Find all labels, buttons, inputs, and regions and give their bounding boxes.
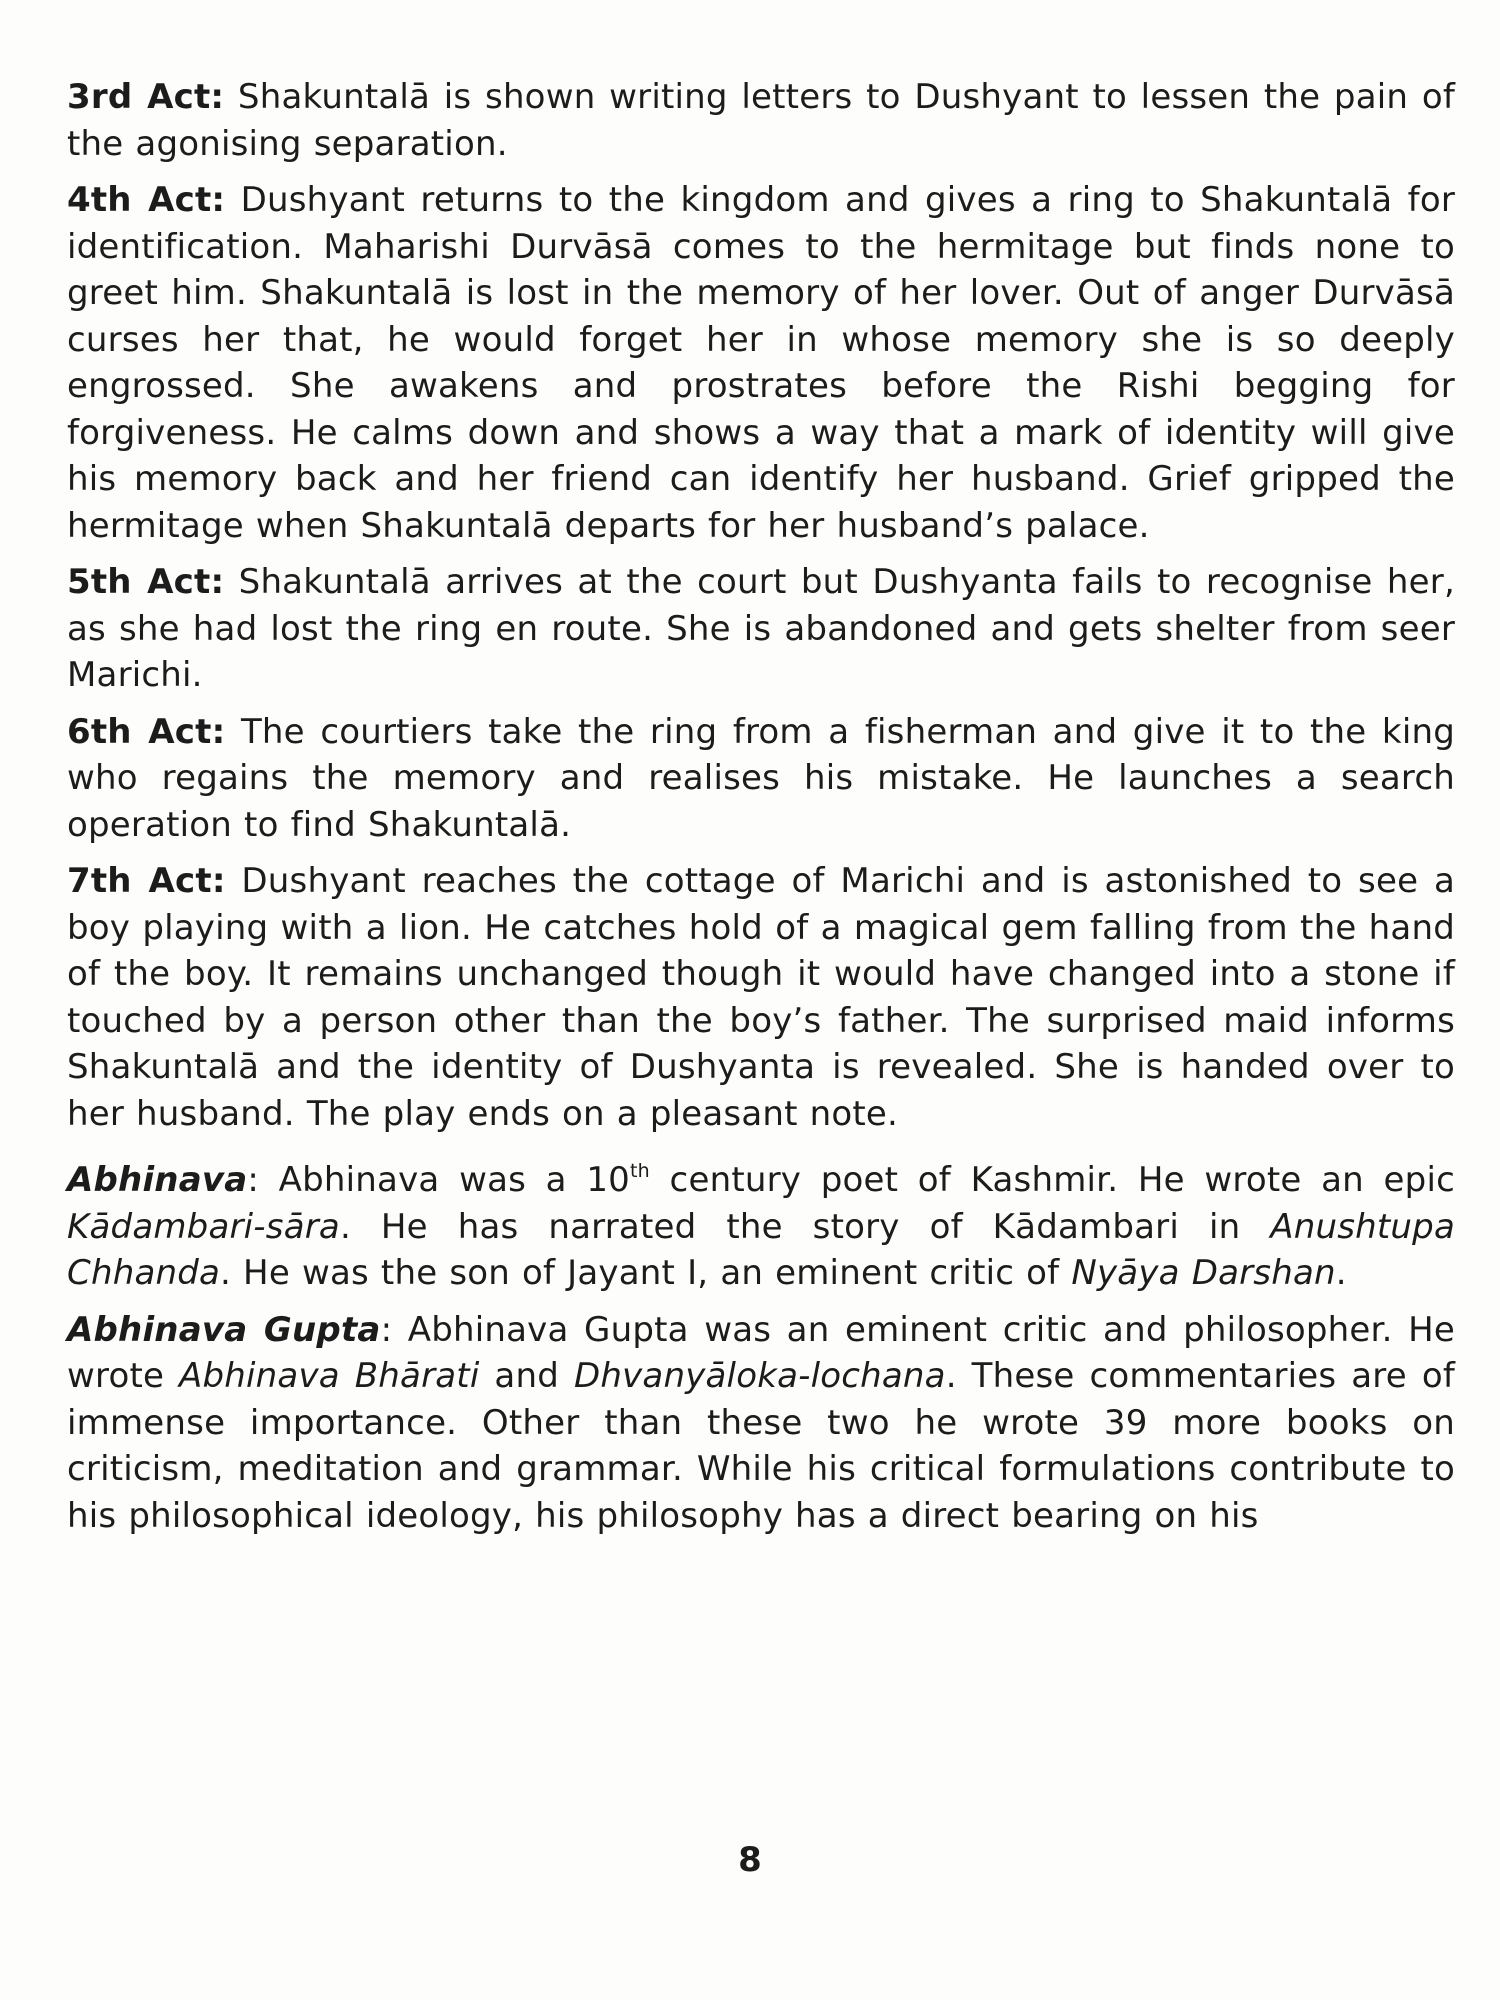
abhinava-entry	[67, 1157, 1455, 1297]
abhinava-gupta-sep: :	[380, 1309, 408, 1350]
abhinava-ordinal-sup: th	[630, 1159, 650, 1182]
abhinava-darshan-title: Nyāya Darshan	[1071, 1253, 1336, 1293]
abhinava-bharati-title: Abhinava Bhārati	[179, 1356, 480, 1396]
page-body	[67, 74, 1455, 1549]
act-3-text: Shakuntalā is shown writing letters to Dushyant to lessen the pain of the agonising separation.	[67, 77, 1456, 164]
abhinava-text-5: .	[1335, 1253, 1347, 1293]
dhvanyaloka-lochana-title: Dhvanyāloka-lochana	[573, 1356, 946, 1396]
act-5-paragraph	[67, 559, 1455, 699]
act-7-paragraph	[67, 858, 1455, 1137]
act-4-text: Dushyant returns to the kingdom and gives a ring to Shakuntalā for identification. Maharishi Durvāsā comes to the hermitage but finds none to greet him. Shakuntalā is lost in the memory of her lover. Out of anger Durvāsā curses her that, he would forget her in whose memory she is so deeply engrossed. She awakens and prostrates before the Rishi begging for forgiveness. He calms down and shows a way that a mark of identity will give his memory back and her friend can identify her husband. Grief gripped the hermitage when Shakuntalā departs for her husband’s palace.	[67, 180, 1455, 546]
abhinava-term: Abhinava	[67, 1160, 248, 1200]
abhinava-gupta-text-1: Abhinava Gupta was an eminent critic and philosopher. He wrote	[67, 1309, 1455, 1396]
abhinava-gupta-text-2: and	[479, 1356, 574, 1396]
abhinava-gupta-term: Abhinava Gupta	[67, 1309, 381, 1350]
abhinava-metre-title: Anushtupa Chhanda	[67, 1206, 1455, 1293]
act-3-label: 3rd Act:	[67, 77, 225, 117]
act-6-label: 6th Act:	[67, 711, 226, 752]
act-3-paragraph	[67, 74, 1455, 167]
act-7-label: 7th Act:	[67, 861, 226, 901]
abhinava-gupta-text-3: . These commentaries are of immense importance. Other than these two he wrote 39 more books on criticism, meditation and grammar. While his critical formulations contribute to his philosophical ideology, his philosophy has a direct bearing on his	[67, 1356, 1455, 1536]
act-6-paragraph	[67, 709, 1455, 849]
act-4-label: 4th Act:	[67, 180, 226, 220]
act-5-label: 5th Act:	[67, 562, 225, 602]
act-7-text: Dushyant reaches the cottage of Marichi and is astonished to see a boy playing with a lion. He catches hold of a magical gem falling from the hand of the boy. It remains unchanged though it would have changed into a stone if touched by a person other than the boy’s father. The surprised maid informs Shakuntalā and the identity of Dushyanta is revealed. She is handed over to her husband. The play ends on a pleasant note.	[67, 861, 1456, 1134]
abhinava-sep: :	[247, 1160, 279, 1200]
abhinava-text-3: . He has narrated the story of Kādambari in	[339, 1206, 1271, 1247]
abhinava-text-1: Abhinava was a 10	[278, 1160, 631, 1200]
abhinava-gupta-entry	[67, 1307, 1455, 1540]
act-5-text: Shakuntalā arrives at the court but Dushyanta fails to recognise her, as she had lost the ring en route. She is abandoned and gets shelter from seer Marichi.	[67, 562, 1455, 695]
abhinava-text-2: century poet of Kashmir. He wrote an epic	[649, 1160, 1455, 1200]
abhinava-text-4: . He was the son of Jayant I, an eminent critic of	[220, 1253, 1072, 1293]
page-number: 8	[738, 1840, 762, 1880]
abhinava-work-title: Kādambari-sāra	[67, 1206, 340, 1247]
act-4-paragraph	[67, 177, 1455, 549]
act-6-text: The courtiers take the ring from a fisherman and give it to the king who regains the memory and realises his mistake. He launches a search operation to find Shakuntalā.	[67, 711, 1455, 845]
